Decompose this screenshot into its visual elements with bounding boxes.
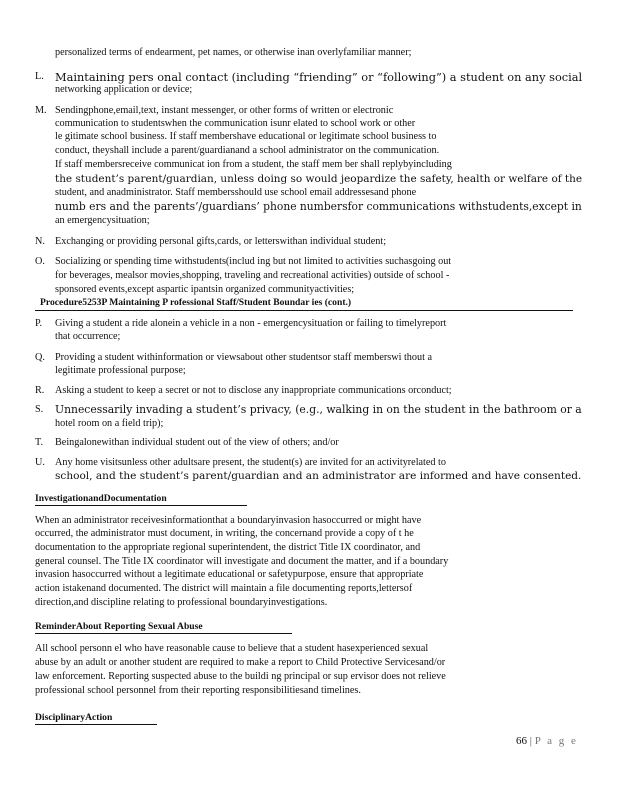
item-text-line: that occurrence;	[55, 331, 121, 342]
item-text-line: Giving a student a ride alonein a vehicle in a non - emergencysituation or failing to timelyreport	[55, 318, 447, 329]
section-heading: InvestigationandDocumentation	[35, 493, 167, 504]
paragraph-line: invasion hasoccurred without a legitimate educational or safetypurpose, ensure that appropriate	[35, 569, 424, 580]
item-text-line: Exchanging or providing personal gifts,cards, or letterswithan individual student;	[55, 236, 387, 247]
heading-underline	[35, 633, 292, 634]
item-text-line: legitimate professional purpose;	[55, 365, 186, 376]
item-label: L.	[35, 71, 44, 82]
item-text-line: student, and anadministrator. Staff membersshould use school email addressesand phone	[55, 187, 417, 198]
item-label: O.	[35, 256, 45, 267]
item-text-line: sponsored events,except aspartic ipantsin organized communityactivities;	[55, 284, 355, 295]
item-text-line: Beingalonewithan individual student out of the view of others; and/or	[55, 437, 339, 448]
page-separator: |	[529, 735, 532, 747]
paragraph-line: law enforcement. Reporting suspected abuse to the buildi ng principal or sup ervisor does not relieve	[35, 671, 446, 682]
running-head-rule	[35, 310, 573, 311]
item-text-line: numb ers and the parents’/guardians’ phone numbersfor communications withstudents,except in	[55, 200, 582, 213]
page-number-footer	[516, 735, 578, 747]
paragraph-line: All school personn el who have reasonable cause to believe that a student hasexperienced sexual	[35, 643, 429, 654]
item-text-line: Maintaining pers onal contact (including “friending” or “following”) a student on any social	[55, 70, 583, 84]
item-text-line: for beverages, mealsor movies,shopping, traveling and recreational activities) outside of school -	[55, 270, 450, 281]
item-text-line: hotel room on a field trip);	[55, 418, 164, 429]
item-text-line: Unnecessarily invading a student’s privacy, (e.g., walking in on the student in the bathroom or a	[55, 403, 582, 416]
item-label: S.	[35, 404, 44, 415]
paragraph-line: general counsel. The Title IX coordinator will investigate and document the matter, and if a boundary	[35, 556, 449, 567]
item-label: R.	[35, 385, 45, 396]
heading-underline	[35, 724, 157, 725]
paragraph-line: documentation to the appropriate regional superintendent, the district Title IX coordinator, and	[35, 542, 421, 553]
item-text-line: Asking a student to keep a secret or not to disclose any inappropriate communications orconduct;	[55, 385, 452, 396]
section-heading: DisciplinaryAction	[35, 712, 113, 723]
item-label: M.	[35, 105, 47, 116]
item-label: Q.	[35, 352, 45, 363]
continuation-line: personalized terms of endearment, pet names, or otherwise inan overlyfamiliar manner;	[55, 47, 412, 58]
section-heading: ReminderAbout Reporting Sexual Abuse	[35, 621, 203, 632]
item-label: U.	[35, 457, 45, 468]
item-text-line: Providing a student withinformation or viewsabout other studentsor staff memberswi thout a	[55, 352, 432, 363]
item-text-line: networking application or device;	[55, 84, 193, 95]
item-text-line: Socializing or spending time withstudents(includ ing but not limited to activities suchasgoing out	[55, 256, 452, 267]
item-text-line: Sendingphone,email,text, instant messenger, or other forms of written or electronic	[55, 105, 394, 116]
paragraph-line: professional school personnel from their reporting responsibilitiesand timelines.	[35, 685, 361, 696]
item-label: P.	[35, 318, 43, 329]
item-text-line: le gitimate school business. If staff membershave educational or legitimate school business to	[55, 131, 437, 142]
item-text-line: the student’s parent/guardian, unless doing so would jeopardize the safety, health or welfare of the	[55, 173, 583, 185]
running-head: Procedure5253P Maintaining P rofessional Staff/Student Boundar ies (cont.)	[40, 297, 352, 308]
item-text-line: Any home visitsunless other adultsare present, the student(s) are invited for an activityrelated to	[55, 457, 446, 468]
item-text-line: communication to studentswhen the communication isunr elated to school work or other	[55, 118, 416, 129]
page-number: 66	[516, 735, 527, 747]
paragraph-line: action istakenand documented. The district will maintain a file documenting reports,lettersof	[35, 583, 413, 594]
paragraph-line: abuse by an adult or another student are required to make a report to Child Protective Servicesand/or	[35, 657, 446, 668]
paragraph-line: When an administrator receivesinformationthat a boundaryinvasion hasoccurred or might have	[35, 515, 422, 526]
item-label: T.	[35, 437, 44, 448]
item-label: N.	[35, 236, 45, 247]
item-text-line: If staff membersreceive communicat ion from a student, the staff mem ber shall replybyincluding	[55, 159, 452, 170]
item-text-line: an emergencysituation;	[55, 215, 150, 226]
item-text-line: conduct, theyshall include a parent/guardianand a school administrator on the communication.	[55, 145, 440, 156]
heading-underline	[35, 505, 247, 506]
paragraph-line: occurred, the administrator must document, in writing, the concernand provide a copy of t he	[35, 528, 414, 539]
page-word: P a g e	[534, 735, 578, 747]
paragraph-line: direction,and discipline relating to professional boundaryinvestigations.	[35, 597, 328, 608]
item-text-line: school, and the student’s parent/guardian and an administrator are informed and have consented.	[55, 470, 582, 482]
